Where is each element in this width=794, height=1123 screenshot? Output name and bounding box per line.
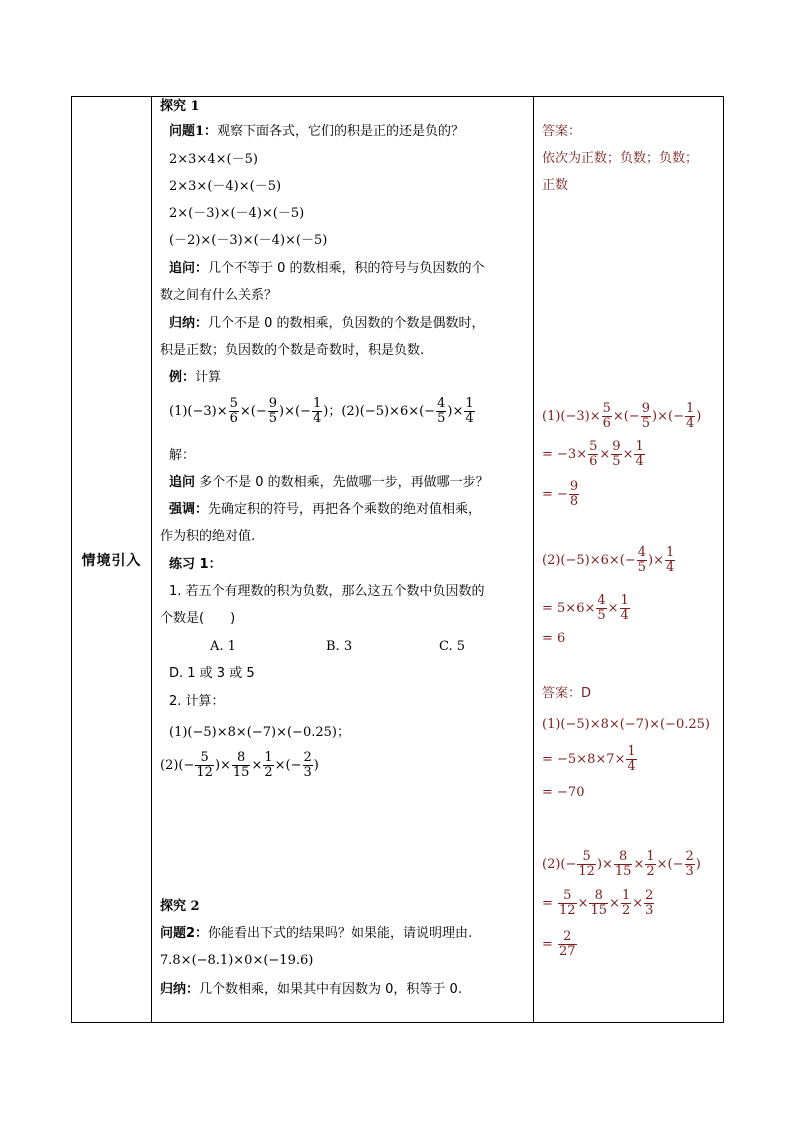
summary-text-1: 几个不是 0 的数相乘，负因数的个数是偶数时， — [208, 316, 485, 331]
solution-label: 解： — [169, 448, 196, 463]
expr-line-4: (－2)×(－3)×(－4)×(－5) — [169, 233, 328, 248]
emphasis-line-2: 作为积的绝对值. — [160, 529, 256, 544]
section-label: 情境引入 — [81, 552, 142, 569]
summary-line-2: 积是正数；负因数的个数是奇数时，积是负数. — [160, 343, 425, 358]
explore2-summary-text: 几个数相乘，如果其中有因数为 0，积等于 0. — [199, 982, 462, 997]
answer-label-2: 答案：D — [542, 686, 592, 701]
practice1-title: 练习 1： — [169, 557, 222, 572]
ex2-step2: = 5×6× $\frac{4}{5}$ × $\frac{1}{4}$ — [542, 593, 629, 623]
p2-2-result: = $\frac{2}{27}$ — [542, 929, 576, 959]
answer-cell — [534, 97, 724, 1023]
example-text: 计算 — [195, 370, 222, 385]
expr-line-3: 2×(－3)×(－4)×(－5) — [169, 206, 305, 221]
ex1-step1: (1)(−3)× $\frac{5}{6}$ ×(− $\frac{9}{5}$ )×(− $\frac{1}{4}$ ) — [542, 401, 702, 431]
p2-1-step2: = −5×8×7× $\frac{1}{4}$ — [542, 744, 636, 774]
summary-label: 归纳： — [169, 316, 209, 331]
option-c: C. 5 — [439, 639, 466, 654]
followup-label: 追问： — [169, 261, 209, 276]
explore2-q-text: 你能看出下式的结果吗？如果能，请说明理由. — [208, 926, 473, 941]
emphasis-line-1 — [169, 501, 481, 519]
followup-line-1 — [169, 260, 485, 278]
p2-2-step1: (2)(− $\frac{5}{12}$ )× $\frac{8}{15}$ × $\frac{1}{2}$ ×(− $\frac{2}{3}$ ) — [542, 849, 701, 879]
summary-line-1 — [169, 315, 485, 333]
followup2-label: 追问 — [169, 475, 196, 490]
practice1-q2-2: (2)(− $\frac{5}{12}$ )× $\frac{8}{15}$ × $\frac{1}{2}$ ×(− $\frac{2}{3}$ ) — [160, 750, 319, 780]
example-line — [169, 369, 221, 387]
followup-line-2: 数之间有什么关系？ — [160, 288, 278, 303]
answer-line-1: 依次为正数；负数；负数； — [542, 151, 699, 166]
option-b: B. 3 — [326, 639, 353, 654]
expr-line-2: 2×3×(－4)×(－5) — [169, 179, 282, 194]
practice1-q2: 2. 计算： — [169, 694, 225, 709]
explore1-title: 探究 1 — [160, 99, 200, 114]
p2-1-step1: (1)(−5)×8×(−7)×(−0.25) — [542, 717, 710, 732]
followup2-line — [169, 474, 489, 492]
followup2-text: 多个不是 0 的数相乘，先做哪一步，再做哪一步？ — [195, 475, 489, 490]
p2-1-result: = −70 — [542, 785, 585, 800]
explore2-summary-label: 归纳： — [160, 982, 200, 997]
option-d: D. 1 或 3 或 5 — [169, 666, 255, 681]
practice1-q2-1: (1)(−5)×8×(−7)×(−0.25)； — [169, 725, 350, 740]
explore2-question — [160, 925, 472, 943]
section-label-cell — [72, 97, 152, 1023]
p2-2-step2: = $\frac{5}{12}$ × $\frac{8}{15}$ × $\frac{1}{2}$ × $\frac{2}{3}$ — [542, 888, 654, 918]
explore2-summary — [160, 981, 462, 999]
explore2-title: 探究 2 — [160, 899, 200, 914]
ex2-result: = 6 — [542, 631, 566, 646]
example-label: 例： — [169, 370, 196, 385]
followup-text-1: 几个不等于 0 的数相乘，积的符号与负因数的个 — [208, 261, 485, 276]
example-expression: (1)(−3)× $\frac{5}{6}$ ×(− $\frac{9}{5}$ )×(− $\frac{1}{4}$ )；(2)(−5)×6×(− $\frac{4}{5}$ )× $\frac{1}{4}$ — [169, 396, 474, 426]
practice1-q1-line-1: 1. 若五个有理数的积为负数，那么这五个数中负因数的 — [169, 584, 485, 599]
ex1-step2: = −3× $\frac{5}{6}$ × $\frac{9}{5}$ × $\frac{1}{4}$ — [542, 439, 644, 469]
answer-label-1: 答案： — [542, 124, 582, 139]
expr-line-1: 2×3×4×(－5) — [169, 152, 258, 167]
lesson-table — [71, 96, 724, 1023]
q1-text: 观察下面各式，它们的积是正的还是负的？ — [217, 124, 465, 139]
q1-label: 问题1： — [169, 124, 218, 139]
explore2-expr: 7.8×(−8.1)×0×(−19.6) — [160, 953, 314, 968]
activity-cell — [152, 97, 534, 1023]
answer-line-2: 正数 — [542, 178, 569, 193]
option-a: A. 1 — [210, 639, 236, 654]
emphasis-text-1: 先确定积的符号，再把各个乘数的绝对值相乘， — [208, 502, 482, 517]
emphasis-label: 强调： — [169, 502, 209, 517]
practice1-q1-line-2: 个数是( ) — [160, 611, 236, 626]
ex1-result: = − $\frac{9}{8}$ — [542, 479, 579, 509]
explore1-question — [169, 123, 464, 141]
explore2-q-label: 问题2： — [160, 926, 209, 941]
ex2-step1: (2)(−5)×6×(− $\frac{4}{5}$ )× $\frac{1}{4}$ — [542, 545, 675, 575]
